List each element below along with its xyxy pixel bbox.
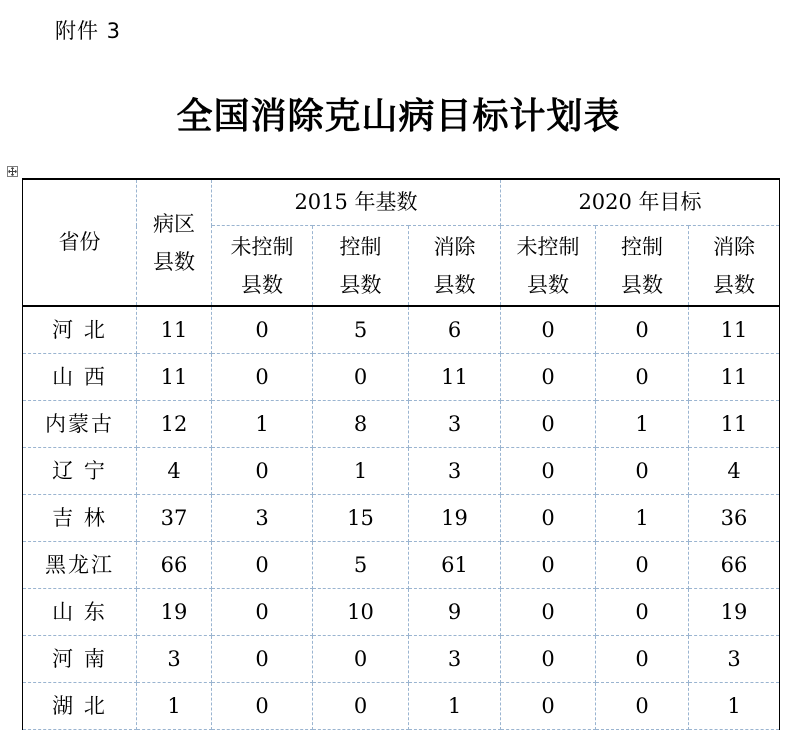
table-row — [23, 354, 780, 401]
baseline-2015-header: 2015 年基数 — [212, 179, 501, 226]
target-uncontrolled-cell: 0 — [501, 542, 596, 589]
sub-header-line1: 控制 — [621, 234, 663, 259]
baseline-controlled-cell: 5 — [313, 306, 409, 354]
sub-header-line2: 县数 — [621, 272, 663, 297]
target-uncontrolled-cell: 0 — [501, 495, 596, 542]
baseline-eliminated-cell: 9 — [409, 589, 501, 636]
target-controlled-cell: 0 — [596, 448, 689, 495]
province-cell — [23, 448, 137, 495]
province-name: 湖 北 — [52, 693, 107, 718]
province-cell — [23, 306, 137, 354]
target-uncontrolled-cell: 0 — [501, 306, 596, 354]
sub-header-line2: 县数 — [241, 272, 283, 297]
baseline-uncontrolled-cell: 0 — [212, 636, 313, 683]
sub-header-line2: 县数 — [713, 272, 755, 297]
target-eliminated-cell: 1 — [689, 683, 780, 730]
sub-header-line2: 县数 — [339, 272, 382, 297]
table-row — [23, 401, 780, 448]
province-cell — [23, 401, 137, 448]
sub-header-line1: 消除 — [433, 234, 476, 259]
target-eliminated-header — [689, 226, 780, 307]
baseline-uncontrolled-cell: 0 — [212, 354, 313, 401]
baseline-uncontrolled-cell: 3 — [212, 495, 313, 542]
table-row — [23, 542, 780, 589]
table-row — [23, 589, 780, 636]
baseline-eliminated-cell: 1 — [409, 683, 501, 730]
province-cell — [23, 542, 137, 589]
target-uncontrolled-cell: 0 — [501, 589, 596, 636]
target-controlled-cell: 0 — [596, 354, 689, 401]
total-counties-cell: 4 — [137, 448, 212, 495]
attachment-label: 附件 3 — [55, 19, 122, 43]
province-name: 辽 宁 — [52, 458, 107, 483]
total-counties-cell: 11 — [137, 354, 212, 401]
sub-header-line1: 未控制 — [516, 234, 580, 259]
target-eliminated-cell: 3 — [689, 636, 780, 683]
target-eliminated-cell: 11 — [689, 306, 780, 354]
sub-header-line1: 控制 — [339, 234, 382, 259]
baseline-eliminated-cell: 11 — [409, 354, 501, 401]
province-cell — [23, 636, 137, 683]
baseline-controlled-cell: 0 — [313, 683, 409, 730]
target-2020-header: 2020 年目标 — [501, 179, 780, 226]
table-row — [23, 495, 780, 542]
table-row — [23, 636, 780, 683]
table-row — [23, 683, 780, 730]
target-uncontrolled-cell: 0 — [501, 448, 596, 495]
target-uncontrolled-cell: 0 — [501, 683, 596, 730]
sub-header-line1: 消除 — [713, 234, 755, 259]
baseline-uncontrolled-cell: 0 — [212, 448, 313, 495]
baseline-uncontrolled-cell: 0 — [212, 683, 313, 730]
target-controlled-cell: 0 — [596, 683, 689, 730]
total-counties-header-line2: 县数 — [153, 249, 195, 274]
total-counties-cell: 12 — [137, 401, 212, 448]
province-cell — [23, 354, 137, 401]
target-controlled-cell: 0 — [596, 636, 689, 683]
target-controlled-cell: 0 — [596, 542, 689, 589]
sub-header-line2: 县数 — [433, 272, 476, 297]
baseline-controlled-cell: 1 — [313, 448, 409, 495]
target-uncontrolled-cell: 0 — [501, 401, 596, 448]
total-counties-cell: 37 — [137, 495, 212, 542]
province-name: 内蒙古 — [45, 411, 114, 436]
total-counties-cell: 11 — [137, 306, 212, 354]
province-name: 黑龙江 — [45, 552, 114, 577]
target-uncontrolled-cell: 0 — [501, 354, 596, 401]
sub-header-line1: 未控制 — [230, 234, 294, 259]
baseline-eliminated-cell: 6 — [409, 306, 501, 354]
total-counties-header-line1: 病区 — [153, 211, 195, 236]
province-cell — [23, 495, 137, 542]
target-eliminated-cell: 19 — [689, 589, 780, 636]
sub-header-line2: 县数 — [527, 272, 569, 297]
target-uncontrolled-header — [501, 226, 596, 307]
total-counties-cell: 3 — [137, 636, 212, 683]
baseline-uncontrolled-cell: 1 — [212, 401, 313, 448]
baseline-eliminated-cell: 61 — [409, 542, 501, 589]
target-eliminated-cell: 11 — [689, 401, 780, 448]
target-eliminated-cell: 4 — [689, 448, 780, 495]
target-uncontrolled-cell: 0 — [501, 636, 596, 683]
target-eliminated-cell: 11 — [689, 354, 780, 401]
baseline-controlled-header — [313, 226, 409, 307]
total-counties-header — [137, 179, 212, 306]
total-counties-cell: 1 — [137, 683, 212, 730]
target-eliminated-cell: 66 — [689, 542, 780, 589]
baseline-controlled-cell: 10 — [313, 589, 409, 636]
baseline-uncontrolled-header — [212, 226, 313, 307]
total-counties-cell: 66 — [137, 542, 212, 589]
baseline-controlled-cell: 15 — [313, 495, 409, 542]
target-eliminated-cell: 36 — [689, 495, 780, 542]
target-controlled-cell: 1 — [596, 401, 689, 448]
baseline-eliminated-cell: 3 — [409, 448, 501, 495]
province-cell — [23, 683, 137, 730]
target-controlled-header — [596, 226, 689, 307]
baseline-eliminated-header — [409, 226, 501, 307]
baseline-eliminated-cell: 19 — [409, 495, 501, 542]
province-header: 省份 — [23, 179, 137, 306]
province-name: 山 东 — [52, 599, 107, 624]
total-counties-cell: 19 — [137, 589, 212, 636]
baseline-controlled-cell: 8 — [313, 401, 409, 448]
target-plan-table — [22, 178, 780, 730]
baseline-uncontrolled-cell: 0 — [212, 542, 313, 589]
baseline-controlled-cell: 0 — [313, 636, 409, 683]
baseline-controlled-cell: 0 — [313, 354, 409, 401]
table-move-handle-icon[interactable] — [7, 166, 18, 177]
target-controlled-cell: 0 — [596, 589, 689, 636]
target-controlled-cell: 1 — [596, 495, 689, 542]
baseline-eliminated-cell: 3 — [409, 401, 501, 448]
province-name: 吉 林 — [52, 505, 107, 530]
province-name: 山 西 — [52, 364, 107, 389]
province-cell — [23, 589, 137, 636]
province-name: 河 南 — [52, 646, 107, 671]
baseline-controlled-cell: 5 — [313, 542, 409, 589]
baseline-eliminated-cell: 3 — [409, 636, 501, 683]
table-row — [23, 448, 780, 495]
baseline-uncontrolled-cell: 0 — [212, 306, 313, 354]
table-row — [23, 306, 780, 354]
page-title: 全国消除克山病目标计划表 — [176, 96, 621, 137]
baseline-uncontrolled-cell: 0 — [212, 589, 313, 636]
province-name: 河 北 — [52, 317, 107, 342]
target-controlled-cell: 0 — [596, 306, 689, 354]
